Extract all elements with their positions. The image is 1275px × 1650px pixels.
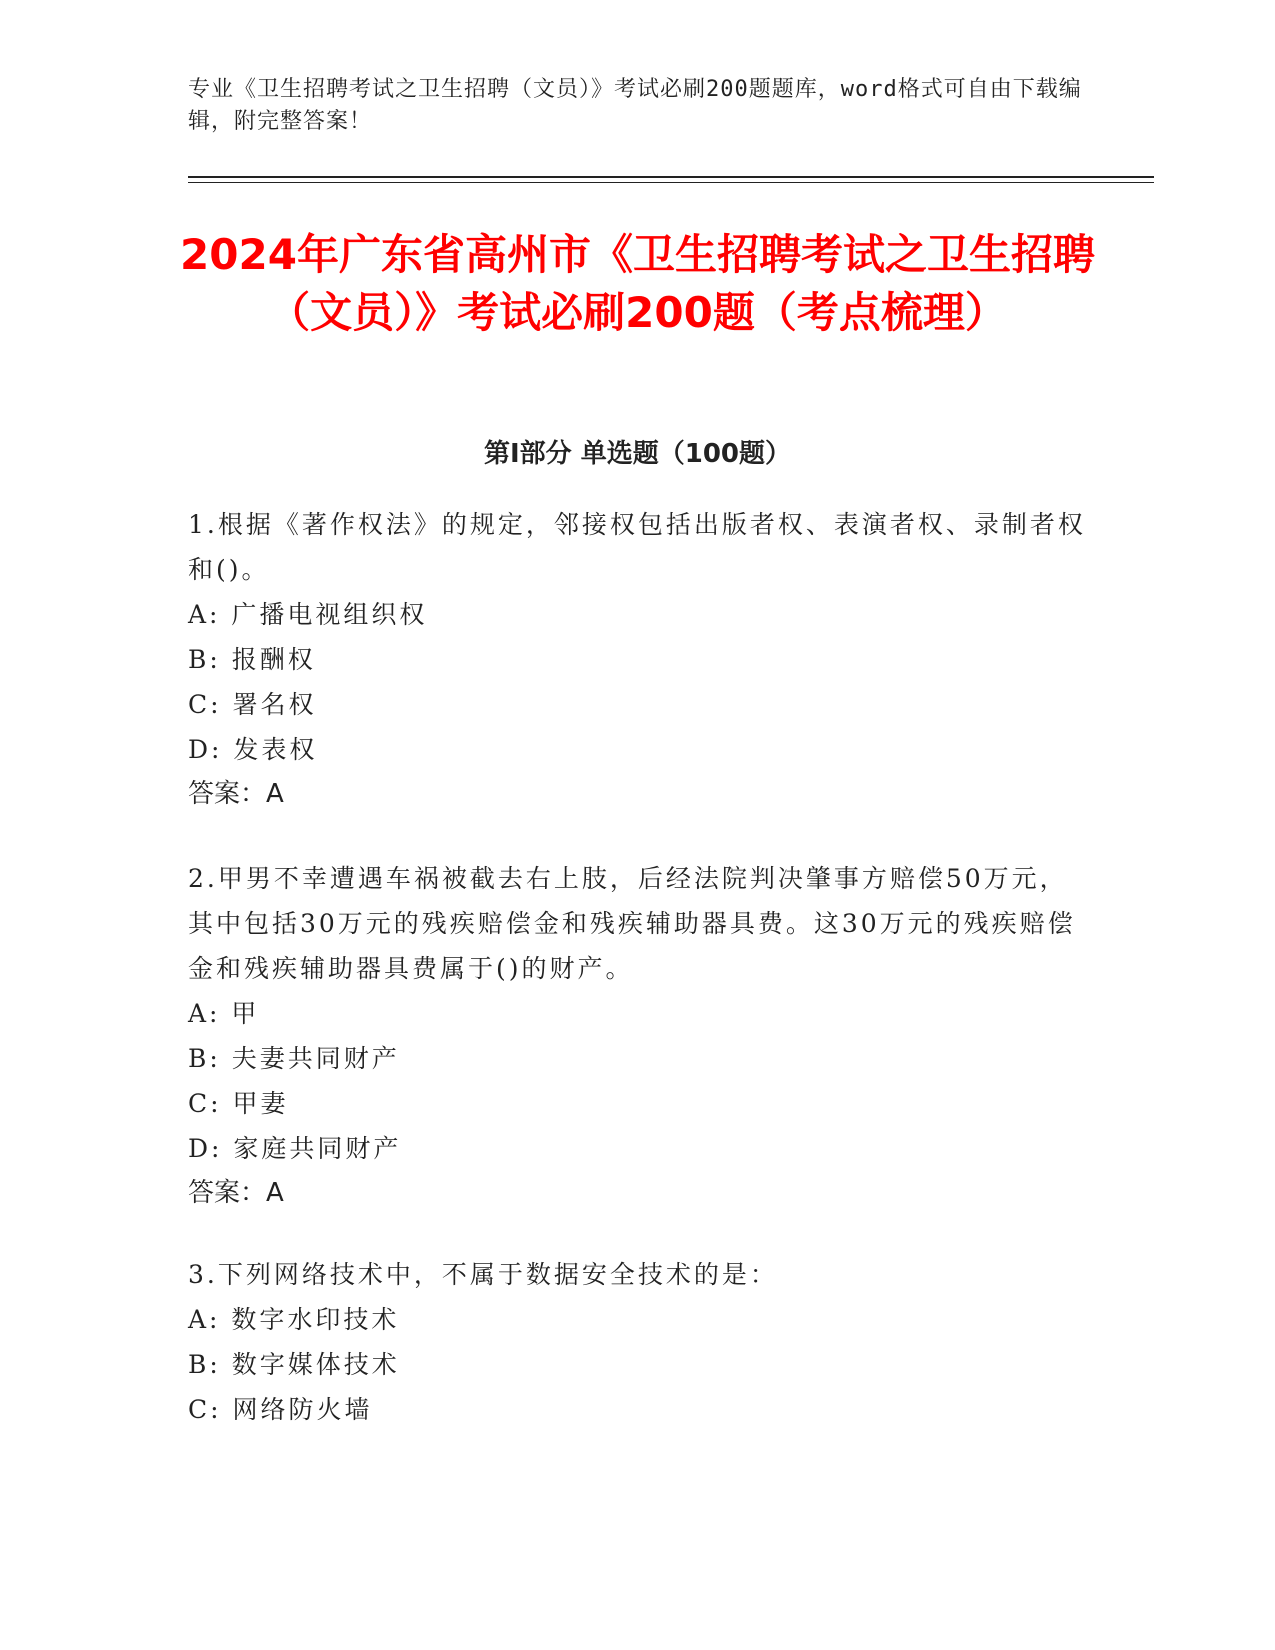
option-b: B: 夫妻共同财产 [188,1044,400,1073]
question-stem: 2.甲男不幸遭遇车祸被截去右上肢，后经法院判决肇事方赔偿50万元，其中包括30万元的残疾赔偿金和残疾辅助器具费。这30万元的残疾赔偿金和残疾辅助器具费属于()的财产。 [188,864,1076,983]
option-d: D: 家庭共同财产 [188,1134,402,1163]
answer: 答案：A [188,1178,284,1208]
header-note: 专业《卫生招聘考试之卫生招聘（文员）》考试必刷200题题库，word格式可自由下载编辑，附完整答案！ [188,77,1082,134]
question-1 [188,502,1088,817]
question-stem: 1.根据《著作权法》的规定，邻接权包括出版者权、表演者权、录制者权和()。 [188,510,1086,584]
option-a: A: 甲 [188,999,260,1028]
option-b: B: 报酬权 [188,645,316,674]
question-3 [188,1252,1088,1432]
header-divider-thin [188,182,1154,183]
section-title: 第I部分 单选题（100题） [484,439,791,469]
option-d: D: 发表权 [188,735,318,764]
header-divider-thick [188,176,1154,178]
option-c: C: 甲妻 [188,1089,289,1118]
option-a: A: 数字水印技术 [188,1305,400,1334]
option-c: C: 署名权 [188,690,317,719]
option-b: B: 数字媒体技术 [188,1350,400,1379]
option-c: C: 网络防火墙 [188,1395,373,1424]
document-title: 2024年广东省高州市《卫生招聘考试之卫生招聘（文员）》考试必刷200题（考点梳理） [180,230,1095,337]
answer: 答案：A [188,779,284,809]
question-2 [188,856,1088,1216]
question-stem: 3.下列网络技术中，不属于数据安全技术的是： [188,1260,778,1289]
option-a: A: 广播电视组织权 [188,600,428,629]
